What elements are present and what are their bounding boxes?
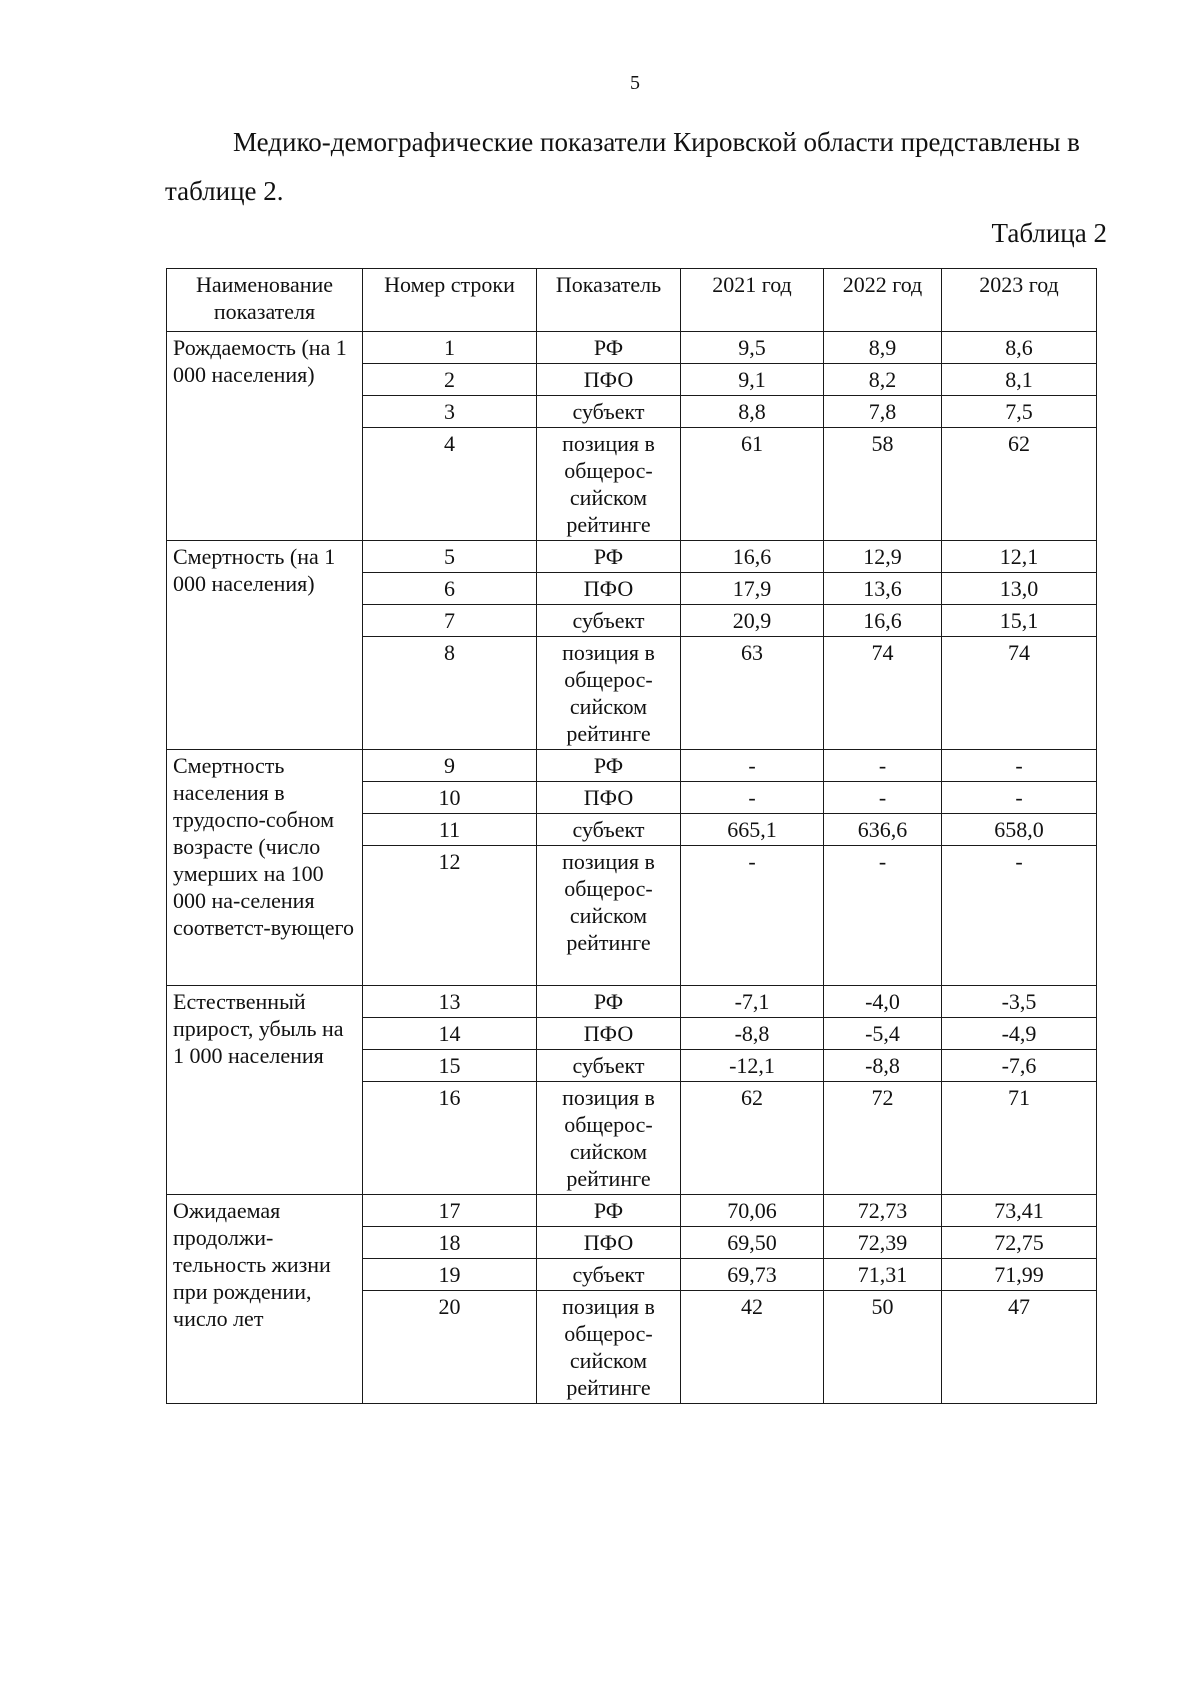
value-2021-cell: 20,9 <box>681 605 824 637</box>
value-2022-cell: 7,8 <box>824 396 942 428</box>
indicator-cell: РФ <box>537 332 681 364</box>
indicator-cell: позиция в общерос-сийском рейтинге <box>537 1082 681 1195</box>
value-2022-cell: 72,39 <box>824 1227 942 1259</box>
value-2023-cell: -4,9 <box>942 1018 1097 1050</box>
table-header-row <box>167 269 1097 332</box>
value-2021-cell: 61 <box>681 428 824 541</box>
value-2023-cell: 73,41 <box>942 1195 1097 1227</box>
indicator-cell: субъект <box>537 814 681 846</box>
value-2022-cell: -8,8 <box>824 1050 942 1082</box>
value-2021-cell: -12,1 <box>681 1050 824 1082</box>
header-cell: 2021 год <box>681 269 824 332</box>
row-number-cell: 10 <box>363 782 537 814</box>
value-2023-cell: - <box>942 750 1097 782</box>
value-2023-cell: 74 <box>942 637 1097 750</box>
value-2022-cell: 72 <box>824 1082 942 1195</box>
indicator-cell: РФ <box>537 986 681 1018</box>
value-2021-cell: 42 <box>681 1291 824 1404</box>
table-row <box>167 332 1097 364</box>
value-2021-cell: 17,9 <box>681 573 824 605</box>
row-number-cell: 12 <box>363 846 537 986</box>
indicator-cell: РФ <box>537 541 681 573</box>
row-number-cell: 6 <box>363 573 537 605</box>
page-number: 5 <box>630 72 640 94</box>
value-2021-cell: 8,8 <box>681 396 824 428</box>
header-cell: Наименование показателя <box>167 269 363 332</box>
value-2023-cell: 7,5 <box>942 396 1097 428</box>
value-2021-cell: 16,6 <box>681 541 824 573</box>
value-2021-cell: - <box>681 782 824 814</box>
value-2023-cell: 62 <box>942 428 1097 541</box>
row-number-cell: 17 <box>363 1195 537 1227</box>
value-2022-cell: - <box>824 782 942 814</box>
row-number-cell: 9 <box>363 750 537 782</box>
value-2021-cell: - <box>681 750 824 782</box>
indicator-cell: субъект <box>537 605 681 637</box>
indicator-group-name: Смертность (на 1 000 населения) <box>167 541 363 750</box>
value-2022-cell: -4,0 <box>824 986 942 1018</box>
table-row <box>167 750 1097 782</box>
value-2022-cell: - <box>824 750 942 782</box>
value-2021-cell: 69,73 <box>681 1259 824 1291</box>
value-2022-cell: 72,73 <box>824 1195 942 1227</box>
row-number-cell: 3 <box>363 396 537 428</box>
header-cell: Показатель <box>537 269 681 332</box>
value-2022-cell: 50 <box>824 1291 942 1404</box>
row-number-cell: 4 <box>363 428 537 541</box>
table-body <box>167 332 1097 1404</box>
value-2023-cell: 8,1 <box>942 364 1097 396</box>
value-2021-cell: -8,8 <box>681 1018 824 1050</box>
value-2023-cell: 47 <box>942 1291 1097 1404</box>
value-2021-cell: 69,50 <box>681 1227 824 1259</box>
row-number-cell: 8 <box>363 637 537 750</box>
value-2022-cell: 8,2 <box>824 364 942 396</box>
indicator-cell: ПФО <box>537 1018 681 1050</box>
value-2022-cell: 71,31 <box>824 1259 942 1291</box>
value-2022-cell: 74 <box>824 637 942 750</box>
value-2023-cell: 13,0 <box>942 573 1097 605</box>
value-2022-cell: 16,6 <box>824 605 942 637</box>
value-2023-cell: - <box>942 782 1097 814</box>
value-2023-cell: -3,5 <box>942 986 1097 1018</box>
value-2023-cell: 15,1 <box>942 605 1097 637</box>
indicator-cell: позиция в общерос-сийском рейтинге <box>537 637 681 750</box>
intro-paragraph: Медико-демографические показатели Кировской области представлены в таблице 2. <box>165 127 1080 206</box>
value-2023-cell: 71,99 <box>942 1259 1097 1291</box>
indicator-group-name: Смертность населения в трудоспо-собном возрасте (число умерших на 100 000 на-селения соответст-вующего <box>167 750 363 986</box>
row-number-cell: 16 <box>363 1082 537 1195</box>
value-2022-cell: 8,9 <box>824 332 942 364</box>
value-2023-cell: 8,6 <box>942 332 1097 364</box>
row-number-cell: 20 <box>363 1291 537 1404</box>
row-number-cell: 15 <box>363 1050 537 1082</box>
value-2023-cell: 12,1 <box>942 541 1097 573</box>
value-2021-cell: 9,1 <box>681 364 824 396</box>
row-number-cell: 7 <box>363 605 537 637</box>
indicator-cell: позиция в общерос-сийском рейтинге <box>537 428 681 541</box>
row-number-cell: 18 <box>363 1227 537 1259</box>
row-number-cell: 13 <box>363 986 537 1018</box>
indicator-cell: РФ <box>537 750 681 782</box>
indicator-group-name: Ожидаемая продолжи-тельность жизни при рождении, число лет <box>167 1195 363 1404</box>
header-cell: Номер строки <box>363 269 537 332</box>
indicator-cell: субъект <box>537 1050 681 1082</box>
value-2022-cell: -5,4 <box>824 1018 942 1050</box>
value-2021-cell: -7,1 <box>681 986 824 1018</box>
header-cell: 2023 год <box>942 269 1097 332</box>
value-2021-cell: 9,5 <box>681 332 824 364</box>
value-2023-cell: 658,0 <box>942 814 1097 846</box>
row-number-cell: 1 <box>363 332 537 364</box>
value-2022-cell: 13,6 <box>824 573 942 605</box>
table-row <box>167 986 1097 1018</box>
indicator-group-name: Рождаемость (на 1 000 населения) <box>167 332 363 541</box>
value-2022-cell: 12,9 <box>824 541 942 573</box>
value-2023-cell: -7,6 <box>942 1050 1097 1082</box>
value-2021-cell: - <box>681 846 824 986</box>
value-2021-cell: 665,1 <box>681 814 824 846</box>
indicator-cell: ПФО <box>537 573 681 605</box>
table-caption: Таблица 2 <box>991 218 1107 248</box>
value-2022-cell: - <box>824 846 942 986</box>
value-2022-cell: 636,6 <box>824 814 942 846</box>
table-row <box>167 541 1097 573</box>
row-number-cell: 11 <box>363 814 537 846</box>
indicator-cell: позиция в общерос-сийском рейтинге <box>537 1291 681 1404</box>
indicator-cell: субъект <box>537 1259 681 1291</box>
value-2023-cell: - <box>942 846 1097 986</box>
indicator-cell: ПФО <box>537 782 681 814</box>
table-row <box>167 1195 1097 1227</box>
row-number-cell: 14 <box>363 1018 537 1050</box>
value-2021-cell: 63 <box>681 637 824 750</box>
value-2023-cell: 71 <box>942 1082 1097 1195</box>
indicator-cell: субъект <box>537 396 681 428</box>
row-number-cell: 2 <box>363 364 537 396</box>
indicator-cell: РФ <box>537 1195 681 1227</box>
row-number-cell: 19 <box>363 1259 537 1291</box>
indicator-cell: ПФО <box>537 364 681 396</box>
indicator-cell: ПФО <box>537 1227 681 1259</box>
value-2022-cell: 58 <box>824 428 942 541</box>
value-2023-cell: 72,75 <box>942 1227 1097 1259</box>
indicator-group-name: Естественный прирост, убыль на 1 000 населения <box>167 986 363 1195</box>
indicator-cell: позиция в общерос-сийском рейтинге <box>537 846 681 986</box>
medical-demographic-table <box>166 268 1097 1404</box>
row-number-cell: 5 <box>363 541 537 573</box>
value-2021-cell: 62 <box>681 1082 824 1195</box>
header-cell: 2022 год <box>824 269 942 332</box>
value-2021-cell: 70,06 <box>681 1195 824 1227</box>
